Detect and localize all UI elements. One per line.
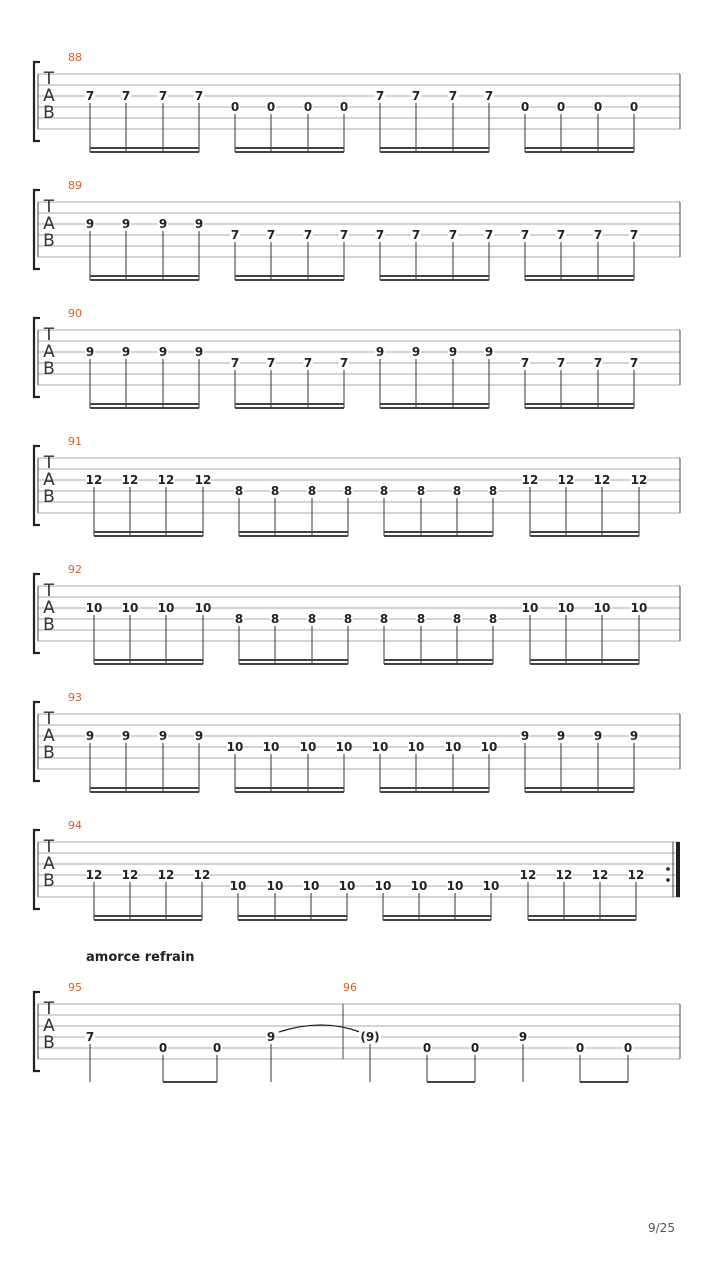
tab-note: 7 xyxy=(266,356,276,370)
tab-note: 10 xyxy=(266,879,284,893)
tab-note: 7 xyxy=(230,356,240,370)
tab-note: 8 xyxy=(416,484,426,498)
beam-primary xyxy=(90,403,199,405)
tab-note: 10 xyxy=(226,740,244,754)
tab-note: 0 xyxy=(266,100,276,114)
tab-note: 9 xyxy=(121,345,131,359)
tab-note: 9 xyxy=(375,345,385,359)
tab-note: 10 xyxy=(480,740,498,754)
tab-note: 0 xyxy=(520,100,530,114)
tab-note: 7 xyxy=(303,356,313,370)
tab-note: 8 xyxy=(307,612,317,626)
beam-secondary xyxy=(90,151,199,153)
beam-primary xyxy=(383,915,491,917)
tab-note: 8 xyxy=(234,484,244,498)
tab-note: 0 xyxy=(158,1041,168,1055)
tab-clef-letter: B xyxy=(43,231,55,251)
beam-secondary xyxy=(94,919,202,921)
beam-primary xyxy=(380,275,489,277)
tab-clef-letter: B xyxy=(43,359,55,379)
tab-note: 7 xyxy=(230,228,240,242)
tab-note: 12 xyxy=(591,868,609,882)
tab-note: 10 xyxy=(371,740,389,754)
tab-clef-letter: A xyxy=(43,470,55,490)
tab-note: 10 xyxy=(446,879,464,893)
tab-note: 0 xyxy=(422,1041,432,1055)
beam-secondary xyxy=(384,663,493,665)
measure-number: 94 xyxy=(68,819,82,832)
beam-primary xyxy=(384,531,493,533)
tab-note: 12 xyxy=(557,473,575,487)
tab-note: 8 xyxy=(343,612,353,626)
tab-note: 0 xyxy=(629,100,639,114)
tab-clef-letter: T xyxy=(43,69,55,89)
beam-secondary xyxy=(380,791,489,793)
measure-number: 91 xyxy=(68,435,82,448)
beam-primary xyxy=(380,787,489,789)
tab-note: 12 xyxy=(85,473,103,487)
tab-clef-letter: T xyxy=(43,999,55,1019)
tab-note: 9 xyxy=(593,729,603,743)
tab-note: 9 xyxy=(556,729,566,743)
tab-note: 8 xyxy=(379,612,389,626)
tab-note: 8 xyxy=(488,484,498,498)
tab-note: 12 xyxy=(193,868,211,882)
tab-note: 9 xyxy=(484,345,494,359)
tab-clef-letter: A xyxy=(43,342,55,362)
beam-secondary xyxy=(94,535,203,537)
tab-note: 0 xyxy=(303,100,313,114)
beam-secondary xyxy=(235,279,344,281)
tab-note: 10 xyxy=(335,740,353,754)
tab-note: 7 xyxy=(194,89,204,103)
tab-note: 0 xyxy=(470,1041,480,1055)
tab-note: 9 xyxy=(85,217,95,231)
tab-note: 10 xyxy=(521,601,539,615)
beam-primary xyxy=(90,275,199,277)
measure-number: 88 xyxy=(68,51,82,64)
beam-primary xyxy=(235,403,344,405)
tab-note: 7 xyxy=(556,228,566,242)
tab-note: 0 xyxy=(556,100,566,114)
repeat-dot xyxy=(666,867,670,871)
tab-note: 7 xyxy=(158,89,168,103)
tab-clef-letter: A xyxy=(43,598,55,618)
section-label: amorce refrain xyxy=(86,950,195,965)
tab-note: 7 xyxy=(520,356,530,370)
tab-clef-letter: A xyxy=(43,86,55,106)
beam-secondary xyxy=(530,535,639,537)
tab-note: 9 xyxy=(158,217,168,231)
tab-note: 10 xyxy=(374,879,392,893)
beam-primary xyxy=(90,147,199,149)
tab-note: 12 xyxy=(121,868,139,882)
tab-note: 10 xyxy=(410,879,428,893)
tab-clef-letter: B xyxy=(43,743,55,763)
beam-secondary xyxy=(525,407,634,409)
tab-note: 10 xyxy=(121,601,139,615)
beam-primary xyxy=(427,1081,475,1083)
beam-secondary xyxy=(238,919,347,921)
beam-secondary xyxy=(525,791,634,793)
beam-secondary xyxy=(384,535,493,537)
tab-note: 10 xyxy=(482,879,500,893)
beam-primary xyxy=(94,531,203,533)
measure-number: 95 xyxy=(68,981,82,994)
tab-note: 0 xyxy=(339,100,349,114)
tab-note: 7 xyxy=(85,89,95,103)
measure-number: 92 xyxy=(68,563,82,576)
tab-clef-letter: B xyxy=(43,103,55,123)
tab-note: 12 xyxy=(555,868,573,882)
tab-note: 7 xyxy=(411,89,421,103)
beam-secondary xyxy=(239,663,348,665)
beam-secondary xyxy=(235,151,344,153)
tab-note: 8 xyxy=(452,484,462,498)
tab-note: 8 xyxy=(343,484,353,498)
beam-secondary xyxy=(530,663,639,665)
beam-secondary xyxy=(90,407,199,409)
tab-note: 10 xyxy=(85,601,103,615)
measure-number: 93 xyxy=(68,691,82,704)
tab-note: 9 xyxy=(266,1030,276,1044)
tab-note: 7 xyxy=(375,228,385,242)
tab-note: 7 xyxy=(484,228,494,242)
tab-note: 8 xyxy=(307,484,317,498)
tab-note: 7 xyxy=(629,356,639,370)
tab-note: 9 xyxy=(121,217,131,231)
tab-note: 7 xyxy=(121,89,131,103)
beam-secondary xyxy=(380,151,489,153)
tab-note: (9) xyxy=(360,1030,380,1044)
tab-note: 10 xyxy=(338,879,356,893)
tab-note: 9 xyxy=(448,345,458,359)
tab-note: 9 xyxy=(629,729,639,743)
beam-secondary xyxy=(380,279,489,281)
beam-secondary xyxy=(383,919,491,921)
beam-secondary xyxy=(235,407,344,409)
tab-note: 7 xyxy=(593,228,603,242)
tab-note: 12 xyxy=(627,868,645,882)
beam-primary xyxy=(380,403,489,405)
tab-clef-letter: T xyxy=(43,325,55,345)
beam-primary xyxy=(163,1081,217,1083)
tab-note: 9 xyxy=(520,729,530,743)
tab-note: 9 xyxy=(121,729,131,743)
tab-note: 12 xyxy=(521,473,539,487)
page-number: 9/25 xyxy=(648,1221,675,1235)
tab-note: 12 xyxy=(157,868,175,882)
tab-clef-letter: T xyxy=(43,453,55,473)
beam-primary xyxy=(530,531,639,533)
tab-note: 7 xyxy=(593,356,603,370)
tab-note: 9 xyxy=(194,345,204,359)
tab-note: 10 xyxy=(157,601,175,615)
tab-note: 7 xyxy=(339,228,349,242)
tab-note: 8 xyxy=(270,612,280,626)
tab-note: 10 xyxy=(302,879,320,893)
tab-note: 9 xyxy=(194,217,204,231)
beam-primary xyxy=(235,275,344,277)
repeat-dot xyxy=(666,878,670,882)
tab-note: 0 xyxy=(593,100,603,114)
tab-note: 9 xyxy=(85,345,95,359)
tab-clef-letter: B xyxy=(43,871,55,891)
tab-clef-letter: B xyxy=(43,487,55,507)
tab-note: 7 xyxy=(629,228,639,242)
tab-note: 10 xyxy=(262,740,280,754)
tab-note: 12 xyxy=(519,868,537,882)
tab-note: 12 xyxy=(85,868,103,882)
beam-secondary xyxy=(525,279,634,281)
tab-note: 10 xyxy=(299,740,317,754)
tab-note: 7 xyxy=(375,89,385,103)
tab-note: 8 xyxy=(379,484,389,498)
tab-note: 12 xyxy=(630,473,648,487)
tab-note: 7 xyxy=(448,89,458,103)
tab-note: 7 xyxy=(484,89,494,103)
tab-note: 8 xyxy=(488,612,498,626)
beam-secondary xyxy=(239,535,348,537)
beam-primary xyxy=(90,787,199,789)
beam-secondary xyxy=(380,407,489,409)
tab-clef-letter: T xyxy=(43,581,55,601)
tab-clef-letter: A xyxy=(43,854,55,874)
beam-primary xyxy=(525,403,634,405)
tab-note: 0 xyxy=(623,1041,633,1055)
tab-clef-letter: B xyxy=(43,1033,55,1053)
tab-note: 12 xyxy=(194,473,212,487)
tab-note: 12 xyxy=(121,473,139,487)
tab-note: 7 xyxy=(266,228,276,242)
tab-note: 12 xyxy=(593,473,611,487)
tab-clef-letter: T xyxy=(43,709,55,729)
beam-primary xyxy=(239,659,348,661)
tab-note: 7 xyxy=(339,356,349,370)
tab-note: 9 xyxy=(194,729,204,743)
tab-note: 10 xyxy=(194,601,212,615)
tab-note: 9 xyxy=(85,729,95,743)
tab-note: 7 xyxy=(411,228,421,242)
tab-note: 0 xyxy=(230,100,240,114)
beam-primary xyxy=(235,787,344,789)
tab-note: 7 xyxy=(303,228,313,242)
tab-note: 10 xyxy=(229,879,247,893)
tab-note: 10 xyxy=(630,601,648,615)
measure-number: 89 xyxy=(68,179,82,192)
tab-note: 10 xyxy=(557,601,575,615)
tab-clef-letter: T xyxy=(43,197,55,217)
tab-note: 8 xyxy=(234,612,244,626)
tab-note: 10 xyxy=(407,740,425,754)
beam-primary xyxy=(528,915,636,917)
tab-clef-letter: B xyxy=(43,615,55,635)
tab-clef-letter: A xyxy=(43,726,55,746)
tab-note: 10 xyxy=(444,740,462,754)
tab-note: 7 xyxy=(520,228,530,242)
measure-number: 90 xyxy=(68,307,82,320)
beam-primary xyxy=(525,147,634,149)
tab-note: 8 xyxy=(452,612,462,626)
tab-note: 0 xyxy=(575,1041,585,1055)
beam-secondary xyxy=(90,791,199,793)
tab-note: 9 xyxy=(518,1030,528,1044)
tab-note: 10 xyxy=(593,601,611,615)
tab-note: 9 xyxy=(158,345,168,359)
beam-secondary xyxy=(90,279,199,281)
beam-primary xyxy=(380,147,489,149)
tab-note: 9 xyxy=(158,729,168,743)
beam-primary xyxy=(580,1081,628,1083)
beam-primary xyxy=(384,659,493,661)
tab-note: 12 xyxy=(157,473,175,487)
tab-clef-letter: A xyxy=(43,214,55,234)
beam-primary xyxy=(530,659,639,661)
beam-primary xyxy=(94,915,202,917)
tab-note: 9 xyxy=(411,345,421,359)
beam-primary xyxy=(235,147,344,149)
beam-secondary xyxy=(528,919,636,921)
beam-primary xyxy=(525,787,634,789)
tab-note: 7 xyxy=(556,356,566,370)
measure-number: 96 xyxy=(343,981,357,994)
beam-primary xyxy=(94,659,203,661)
repeat-barline-thick xyxy=(676,842,680,897)
tab-clef-letter: A xyxy=(43,1016,55,1036)
beam-secondary xyxy=(94,663,203,665)
tab-note: 8 xyxy=(270,484,280,498)
beam-primary xyxy=(238,915,347,917)
beam-primary xyxy=(239,531,348,533)
tab-note: 7 xyxy=(448,228,458,242)
beam-secondary xyxy=(235,791,344,793)
tab-note: 8 xyxy=(416,612,426,626)
tab-note: 0 xyxy=(212,1041,222,1055)
tab-note: 7 xyxy=(85,1030,95,1044)
beam-primary xyxy=(525,275,634,277)
tab-clef-letter: T xyxy=(43,837,55,857)
beam-secondary xyxy=(525,151,634,153)
